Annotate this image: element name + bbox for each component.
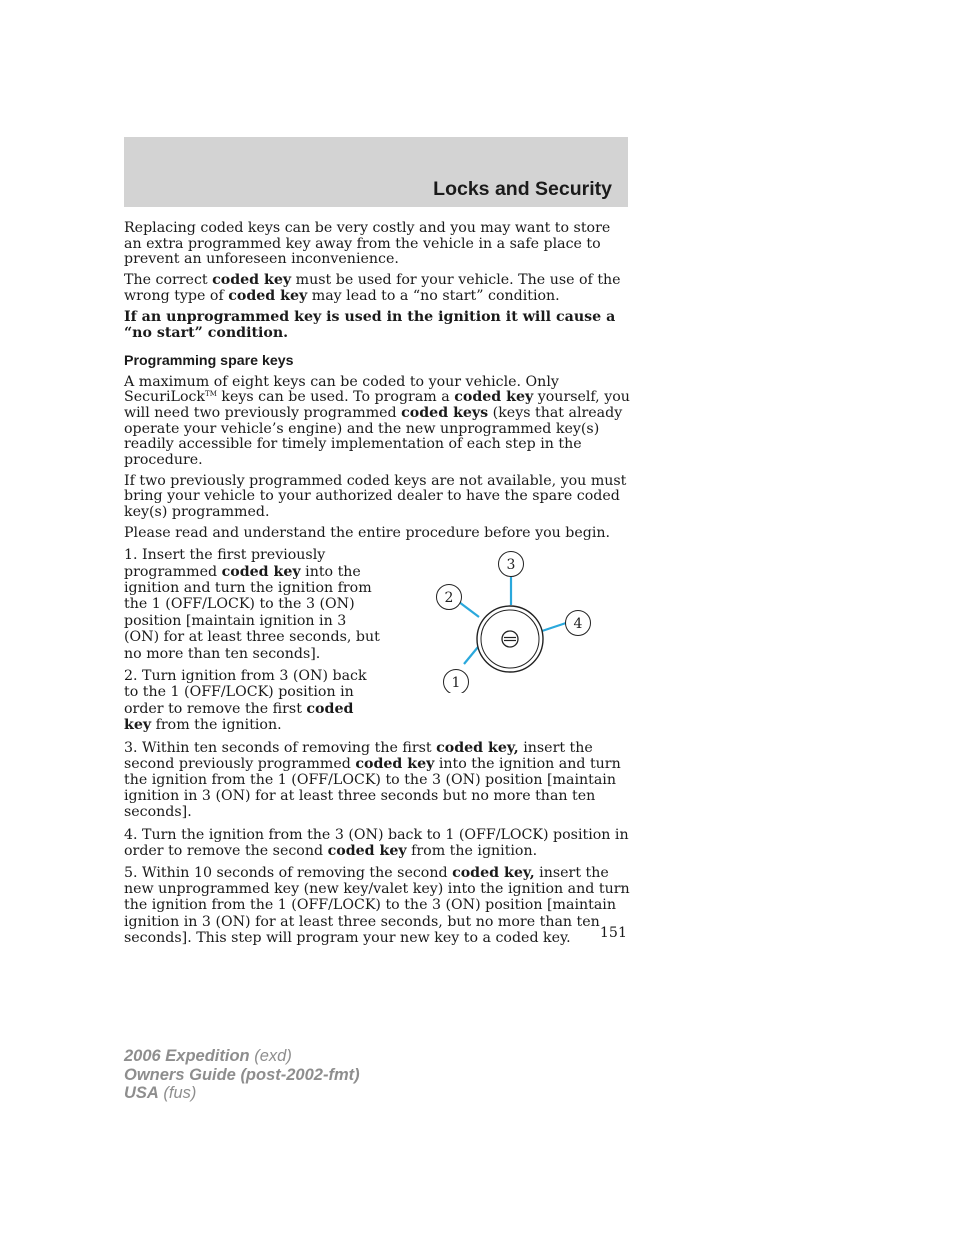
max-keys-paragraph: A maximum of eight keys can be coded to your vehicle. Only SecuriLock™ keys can be used. To program a coded key yourself, you will need two previously programmed coded keys (keys that already operate your vehicle’s engine) and the new unprogrammed key(s) readily accessible for timely implementation of each step in the procedure. bbox=[124, 373, 630, 468]
ignition-positions-diagram bbox=[426, 543, 596, 693]
warning-paragraph: If an unprogrammed key is used in the ignition it will cause a “no start” condition. bbox=[124, 308, 616, 341]
document-footer bbox=[124, 1047, 360, 1103]
step-5: 5. Within 10 seconds of removing the second coded key, insert the new unprogrammed key (new key/valet key) into the ignition and turn the ignition from the 1 (OFF/LOCK) to the 3 (ON) position [maintain ignition in 3 (ON) for at least three seconds, but no more than ten seconds]. This step will program your new key to a coded key. bbox=[124, 865, 630, 946]
footer-line-model: 2006 Expedition (exd) bbox=[124, 1047, 292, 1065]
position-2-line bbox=[459, 602, 479, 617]
key-cylinder-icon bbox=[502, 631, 518, 647]
step-column bbox=[124, 547, 382, 733]
footer-line-guide: Owners Guide (post-2002-fmt) bbox=[124, 1065, 360, 1084]
step-4: 4. Turn the ignition from the 3 (ON) back to 1 (OFF/LOCK) position in order to remove the second coded key from the ignition. bbox=[124, 826, 629, 859]
step-2: 2. Turn ignition from 3 (ON) back to the 1 (OFF/LOCK) position in order to remove the first coded key from the ignition. bbox=[124, 668, 367, 734]
page-number: 151 bbox=[599, 925, 627, 941]
read-procedure-paragraph: Please read and understand the entire procedure before you begin. bbox=[124, 525, 611, 542]
position-4-label: 4 bbox=[573, 616, 583, 633]
position-3-label: 3 bbox=[506, 557, 516, 574]
subheading-programming-spare-keys: Programming spare keys bbox=[124, 353, 294, 370]
dealer-paragraph: If two previously programmed coded keys are not available, you must bring your vehicle to your authorized dealer to have the spare coded key(s) programmed. bbox=[124, 472, 627, 520]
step-1: 1. Insert the first previously programmed coded key into the ignition and turn the ignition from the 1 (OFF/LOCK) to the 3 (ON) position [maintain ignition in 3 (ON) for at least three seconds, but no more than ten seconds]. bbox=[124, 547, 380, 662]
section-header-band bbox=[124, 137, 628, 207]
trademark-mark: TM bbox=[205, 390, 217, 399]
page-content bbox=[124, 221, 630, 952]
steps-with-diagram bbox=[124, 547, 630, 733]
coded-key-paragraph: The correct coded key must be used for your vehicle. The use of the wrong type of coded key may lead to a “no start” condition. bbox=[124, 272, 621, 304]
step-3: 3. Within ten seconds of removing the first coded key, insert the second previously programmed coded key into the ignition and turn the ignition from the 1 (OFF/LOCK) to the 3 (ON) position [maintain ignition in 3 (ON) for at least three seconds but no more than ten seconds]. bbox=[124, 739, 621, 821]
section-title: Locks and Security bbox=[433, 178, 612, 200]
position-1-line bbox=[464, 647, 478, 664]
position-4-line bbox=[542, 623, 566, 631]
position-2-label: 2 bbox=[444, 590, 454, 607]
intro-paragraph: Replacing coded keys can be very costly and you may want to store an extra programmed key away from the vehicle in a safe place to prevent an unforeseen inconvenience. bbox=[124, 220, 611, 268]
footer-line-market: USA (fus) bbox=[124, 1084, 197, 1102]
position-1-label: 1 bbox=[451, 675, 461, 692]
